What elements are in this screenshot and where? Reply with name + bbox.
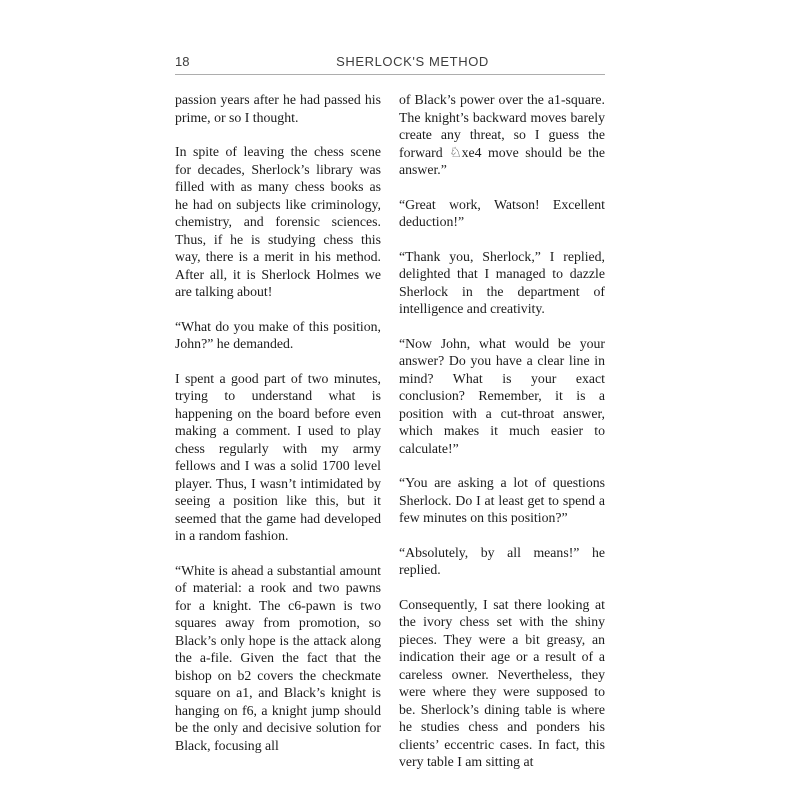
paragraph: “What do you make of this position, John?” he demanded.: [175, 318, 381, 351]
paragraph: “Absolutely, by all means!” he replied.: [399, 544, 605, 577]
paragraph: “Great work, Watson! Excellent deduction!”: [399, 196, 605, 229]
paragraph: of Black’s power over the a1-square. The knight’s backward moves barely create any threat, so I guess the forward ♘xe4 move should be the answer.”: [399, 92, 605, 177]
paragraph: I spent a good part of two minutes, trying to understand what is happening on the board before even making a comment. I used to play chess regularly with my army fellows and I was a solid 1700 level player. Thus, I wasn’t intimidated by seeing a position like this, but it seemed that the game had developed in a random fashion.: [175, 370, 381, 543]
book-page: [175, 54, 605, 771]
text-columns: [175, 91, 605, 771]
running-header: [175, 54, 605, 69]
right-column: [399, 91, 605, 771]
header-rule: [175, 74, 605, 75]
left-column: [175, 91, 381, 771]
page-number: 18: [175, 54, 190, 69]
running-title: SHERLOCK'S METHOD: [336, 54, 489, 69]
paragraph: “Now John, what would be your answer? Do you have a clear line in mind? What is your exact conclusion? Remember, it is a position with a cut-throat answer, which makes it much easier to calculate!”: [399, 335, 605, 456]
paragraph: passion years after he had passed his prime, or so I thought.: [175, 92, 381, 125]
paragraph: Consequently, I sat there looking at the ivory chess set with the shiny pieces. They were a bit greasy, an indication their age or a result of a careless owner. Nevertheless, they were where they were supposed to be. Sherlock’s dining table is where he studies chess and ponders his clients’ eccentric cases. In fact, this very table I am sitting at: [399, 596, 605, 769]
paragraph: “White is ahead a substantial amount of material: a rook and two pawns for a knight. The c6-pawn is two squares away from promotion, so Black’s only hope is the attack along the a-file. Given the fact that the bishop on b2 covers the checkmate square on a1, and Black’s knight is hanging on f6, a knight jump should be the only and decisive solution for Black, focusing all: [175, 562, 381, 753]
paragraph: In spite of leaving the chess scene for decades, Sherlock’s library was filled with as many chess books as he had on subjects like criminology, chemistry, and forensic sciences. Thus, if he is studying chess this way, there is a merit in his method. After all, it is Sherlock Holmes we are talking about!: [175, 144, 381, 299]
paragraph: “Thank you, Sherlock,” I replied, delighted that I managed to dazzle Sherlock in the department of intelligence and creativity.: [399, 248, 605, 316]
paragraph: “You are asking a lot of questions Sherlock. Do I at least get to spend a few minutes on this position?”: [399, 475, 605, 525]
